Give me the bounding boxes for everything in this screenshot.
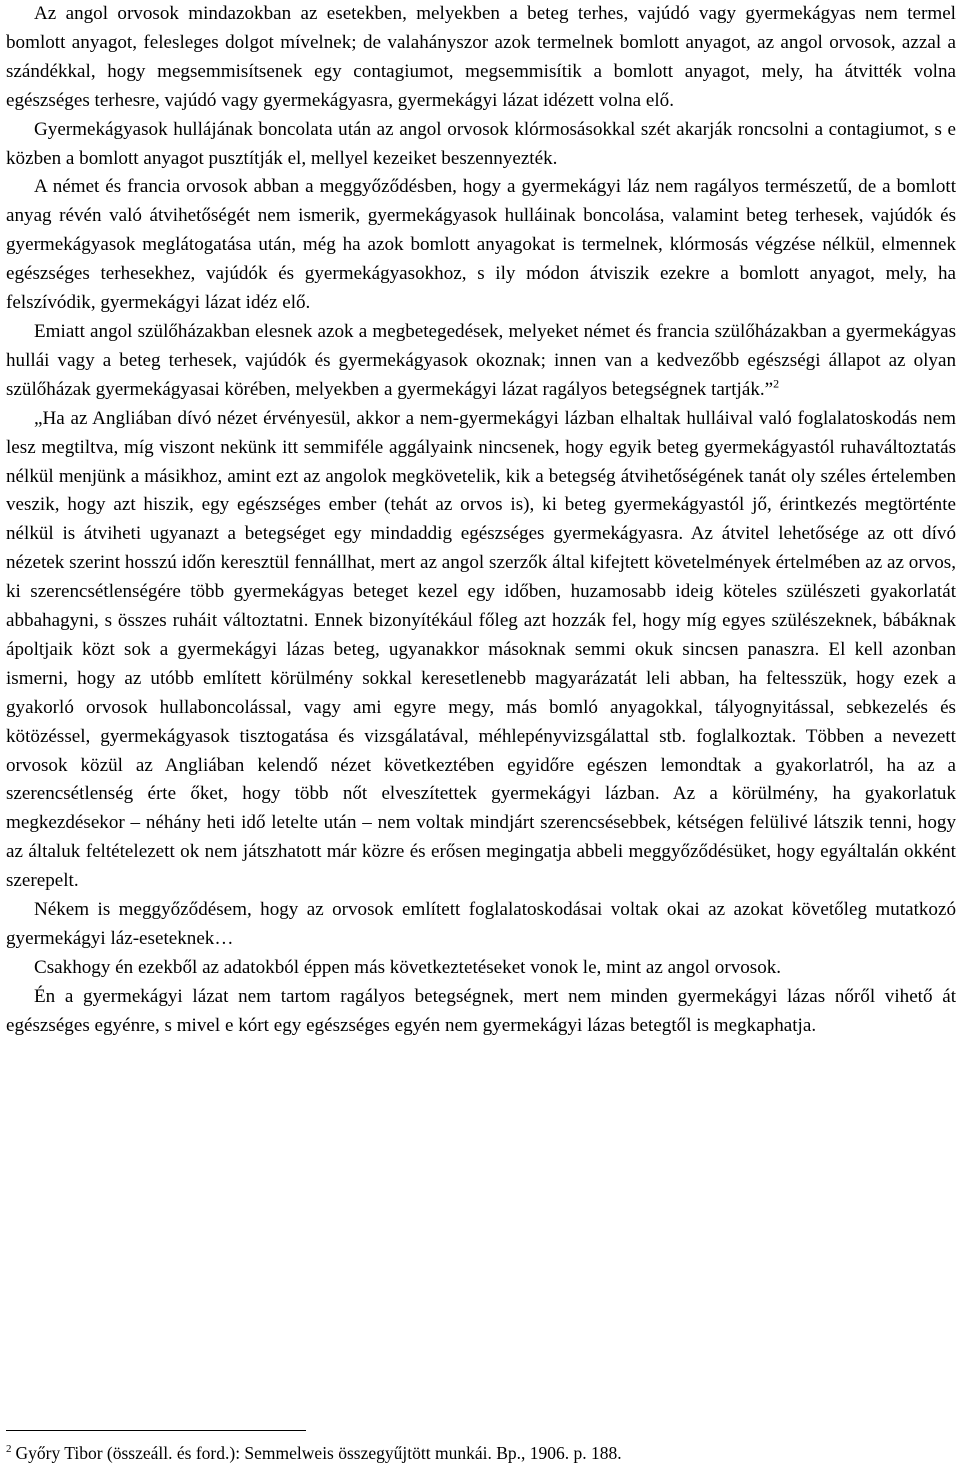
- paragraph-8: Én a gyermekágyi lázat nem tartom ragályos betegségnek, mert nem minden gyermekágyi lázas nőről vihető át egészséges egyénre, s mivel e kórt egy egészséges egyén nem gyermekágyi lázas betegtől is megkaphatja.: [6, 985, 956, 1036]
- paragraph-6: Nékem is meggyőződésem, hogy az orvosok említett foglalatoskodásai voltak okai az azokat követőleg mutatkozó gyermekágyi láz-eseteknek…: [6, 899, 956, 949]
- footnote: [6, 1442, 956, 1464]
- footnote-divider: [6, 1430, 306, 1431]
- footnote-number: 2: [6, 1443, 12, 1456]
- paragraph-4-text: Emiatt angol szülőházakban elesnek azok a megbetegedések, melyeket német és francia szülőházakban a gyermekágyas hullái vagy a beteg terhesek, vajúdók és gyermekágyasok okoznak; innen van a kedvezőbb egészségi állapot az olyan szülőházak gyermekágyasai körében, melyekben a gyermekágyi lázat ragályos betegségnek tartják.”: [6, 320, 956, 400]
- paragraph-5: „Ha az Angliában dívó nézet érvényesül, akkor a nem-gyermekágyi lázban elhaltak hulláival való foglalatoskodás nem lesz megtiltva, míg viszont nekünk itt semmiféle aggályaink nincsenek, hogy egyik beteg gyermekágyastól ruhaváltoztatás nélkül menjünk a másikhoz, amint ezt az angolok megkövetelik, kik a betegség átvihetőségének tanát oly széles értelemben veszik, hogy azt hiszik, egy egészséges ember (tehát az orvos is), ki beteg gyermekágyastól jő, érintkezés megtörténte nélkül is átviheti ugyanazt a betegséget egy mindaddig egészséges gyermekágyasra. Az átvitel lehetősége az ott dívó nézetek szerint hosszú időn keresztül fennállhat, mert az angol szerzők által kifejtett követelmények értelmében az az orvos, ki szerencsétlenségére több gyermekágyas beteget kezel egy időben, huzamosabb ideig köteles szülészeti gyakorlatát abbahagyni, s összes ruháit változtatni. Ennek bizonyítékául főleg azt hozzák fel, hogy míg egyes szülészeknek, bábáknak ápoltjaik közt sok a gyermekágyi lázas beteg, ugyanakkor másoknak semmi okuk sincsen panaszra. El kell azonban ismerni, hogy az utóbb említett körülmény sokkal keresetlenebb magyarázatát leli abban, ha feltesszük, hogy ezek a gyakorló orvosok hullaboncolással, vagy ami egyre megy, más bomló anyagokkal, tályognyitással, sebkezelés és kötözéssel, gyermekágyasok tisztogatása és vizsgálatával, méhlepényvizsgálattal stb. foglalkoztak. Többen a nevezett orvosok közül az Angliában kelendő nézet következtében egyidőre egészen lemondtak a gyakorlatról, ha az a szerencsétlenség érte őket, hogy több nőt elveszítettek gyermekágyi lázban. Az a körülmény, ha gyakorlatuk megkezdésekor – néhány heti idő letelte után – nem voltak mindjárt szerencsésebbek, kétségen felülivé látszik tenni, hogy az általuk feltételezett ok nem játszhatott már közre és erősen megingatja abbeli meggyőződésüket, hogy egyáltalán okként szerepelt.: [6, 407, 956, 892]
- paragraph-3: A német és francia orvosok abban a meggyőződésben, hogy a gyermekágyi láz nem ragályos természetű, de a bomlott anyag révén való átvihetőségét nem ismerik, gyermekágyasok hulláinak boncolása, valamint beteg terhesek, vajúdók és gyermekágyasok meglátogatása után, még ha azok bomlott anyagokat is termelnek, klórmosás végzése nélkül, elmennek egészséges terhesekhez, vajúdók és gyermekágyasokhoz, s ily módon átviszik ezekre a bomlott anyagot, mely, ha felszívódik, gyermekágyi lázat idéz elő.: [6, 176, 956, 314]
- paragraph-7: Csakhogy én ezekből az adatokból éppen más következtetéseket vonok le, mint az angol orvosok.: [34, 956, 782, 978]
- paragraph-1: Az angol orvosok mindazokban az esetekben, melyekben a beteg terhes, vajúdó vagy gyermekágyas nem termel bomlott anyagot, felesleges dolgot mívelnek; de valahányszor azok termelnek bomlott anyagot, az angol orvosok, azzal a szándékkal, hogy megsemmisítsenek egy contagiumot, megsemmisítik a bomlott anyagot, mely, ha átvitték volna egészséges terhesre, vajúdó vagy gyermekágyasra, gyermekágyi lázat idézett volna elő.: [6, 3, 956, 111]
- footnote-reference[interactable]: 2: [773, 376, 780, 391]
- footnote-text: Győry Tibor (összeáll. és ford.): Semmelweis összegyűjtött munkái. Bp., 1906. p. 188.: [15, 1443, 622, 1463]
- paragraph-4: [6, 318, 956, 405]
- document-body: [6, 0, 956, 1041]
- paragraph-2: Gyermekágyasok hullájának boncolata után az angol orvosok klórmosásokkal szét akarják roncsolni a contagiumot, s e közben a bomlott anyagot pusztítják el, mellyel kezeiket beszennyezték.: [6, 118, 956, 169]
